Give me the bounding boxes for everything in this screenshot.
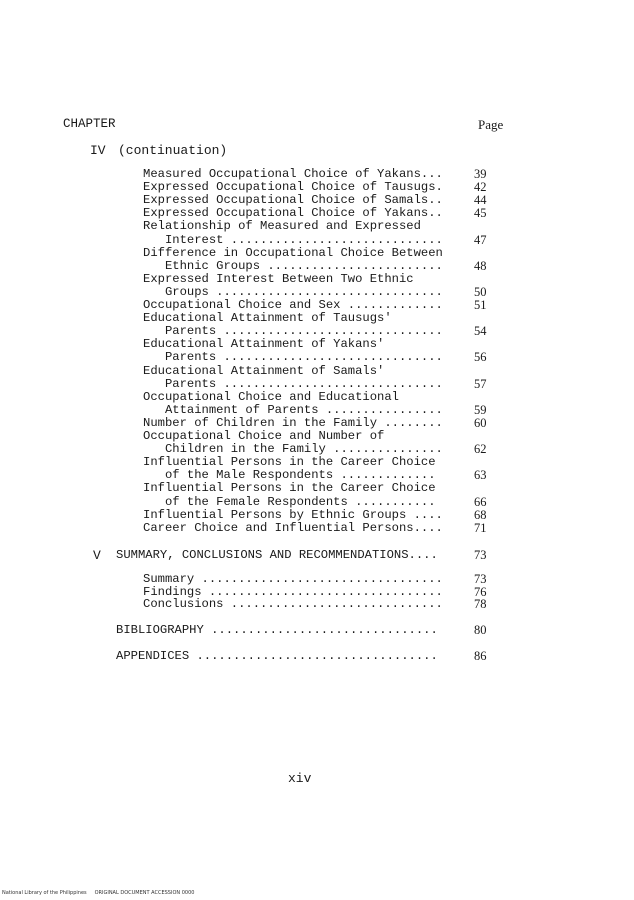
- toc-entry-page: 48: [474, 258, 487, 273]
- toc-entry-line: Expressed Interest Between Two Ethnic: [143, 271, 414, 286]
- appendices-entry: APPENDICES .................................: [116, 649, 438, 663]
- toc-entry-line: Summary .................................: [143, 572, 443, 586]
- toc-entry-line: Groups ...............................: [143, 284, 443, 299]
- chapter-v-numeral: V: [93, 548, 101, 563]
- toc-entry-line: Children in the Family ...............: [143, 442, 443, 457]
- bibliography-page: 80: [474, 623, 487, 637]
- toc-entry-page: 76: [474, 584, 487, 599]
- toc-entry-page: 62: [474, 442, 487, 457]
- toc-entry-line: Influential Persons by Ethnic Groups ....: [143, 507, 443, 522]
- toc-entry-line: Occupational Choice and Number of: [143, 429, 385, 443]
- toc-entry-page: 42: [474, 180, 487, 195]
- toc-entry-page: 45: [474, 206, 487, 221]
- toc-entry-line: Career Choice and Influential Persons....: [143, 520, 443, 535]
- toc-entry-page: 78: [474, 597, 487, 611]
- toc-entry-page: 68: [474, 507, 487, 522]
- toc-entry-line: Educational Attainment of Yakans': [143, 337, 385, 352]
- toc-entry-line: Parents ..............................: [143, 376, 443, 391]
- toc-entry-line: Parents ..............................: [143, 350, 443, 365]
- toc-entry-line: Relationship of Measured and Expressed: [143, 219, 421, 234]
- toc-entry-page: 59: [474, 402, 487, 417]
- toc-entry-line: Expressed Occupational Choice of Tausugs.: [143, 180, 443, 195]
- toc-entry-page: 66: [474, 494, 487, 509]
- bibliography-entry: BIBLIOGRAPHY ...............................: [116, 623, 438, 637]
- chapter-v-title: SUMMARY, CONCLUSIONS AND RECOMMENDATIONS....: [116, 548, 438, 562]
- toc-entry-line: of the Male Respondents .............: [143, 468, 436, 483]
- chapter-iv-numeral: IV: [90, 143, 106, 158]
- toc-entry-line: Difference in Occupational Choice Between: [143, 245, 443, 260]
- chapter-iv-title: (continuation): [118, 143, 228, 158]
- toc-entry-line: Measured Occupational Choice of Yakans...: [143, 167, 443, 181]
- toc-entry-page: 57: [474, 376, 487, 391]
- toc-entry-line: Number of Children in the Family ........: [143, 415, 443, 430]
- toc-entry-line: Educational Attainment of Samals': [143, 363, 385, 378]
- toc-entry-page: 51: [474, 298, 487, 312]
- toc-entry-page: 56: [474, 350, 487, 365]
- footer-watermark: National Library of the Philippines ORIGINAL DOCUMENT ACCESSION 0000: [2, 890, 195, 896]
- appendices-page: 86: [474, 649, 487, 663]
- toc-entry-line: Interest .............................: [143, 232, 443, 247]
- toc-entry-page: 54: [474, 324, 487, 339]
- toc-entry-line: Ethnic Groups ........................: [143, 258, 443, 273]
- toc-entry-page: 73: [474, 572, 487, 586]
- toc-entry-page: 44: [474, 193, 487, 208]
- toc-entry-line: Conclusions .............................: [143, 597, 443, 611]
- toc-entry-page: 60: [474, 415, 487, 430]
- toc-entry-line: of the Female Respondents ...........: [143, 494, 436, 509]
- page-column-heading: Page: [478, 117, 504, 132]
- chapter-column-heading: CHAPTER: [63, 117, 116, 131]
- toc-entry-line: Expressed Occupational Choice of Samals..: [143, 193, 443, 208]
- toc-entry-page: 50: [474, 284, 487, 299]
- page-number: xiv: [288, 771, 312, 786]
- toc-entry-line: Findings ................................: [143, 584, 443, 599]
- toc-entry-line: Occupational Choice and Educational: [143, 389, 399, 404]
- toc-entry-page: 71: [474, 520, 487, 535]
- toc-entry-line: Educational Attainment of Tausugs': [143, 311, 392, 326]
- toc-entry-line: Parents ..............................: [143, 324, 443, 339]
- toc-entry-line: Expressed Occupational Choice of Yakans..: [143, 206, 443, 221]
- toc-entry-page: 39: [474, 167, 487, 181]
- toc-entry-page: 63: [474, 468, 487, 483]
- toc-entry-page: 47: [474, 232, 487, 247]
- toc-entry-line: Influential Persons in the Career Choice: [143, 481, 436, 496]
- toc-entry-line: Attainment of Parents ................: [143, 402, 443, 417]
- toc-entry-line: Influential Persons in the Career Choice: [143, 455, 436, 470]
- toc-entry-line: Occupational Choice and Sex .............: [143, 298, 443, 312]
- chapter-v-page: 73: [474, 548, 487, 562]
